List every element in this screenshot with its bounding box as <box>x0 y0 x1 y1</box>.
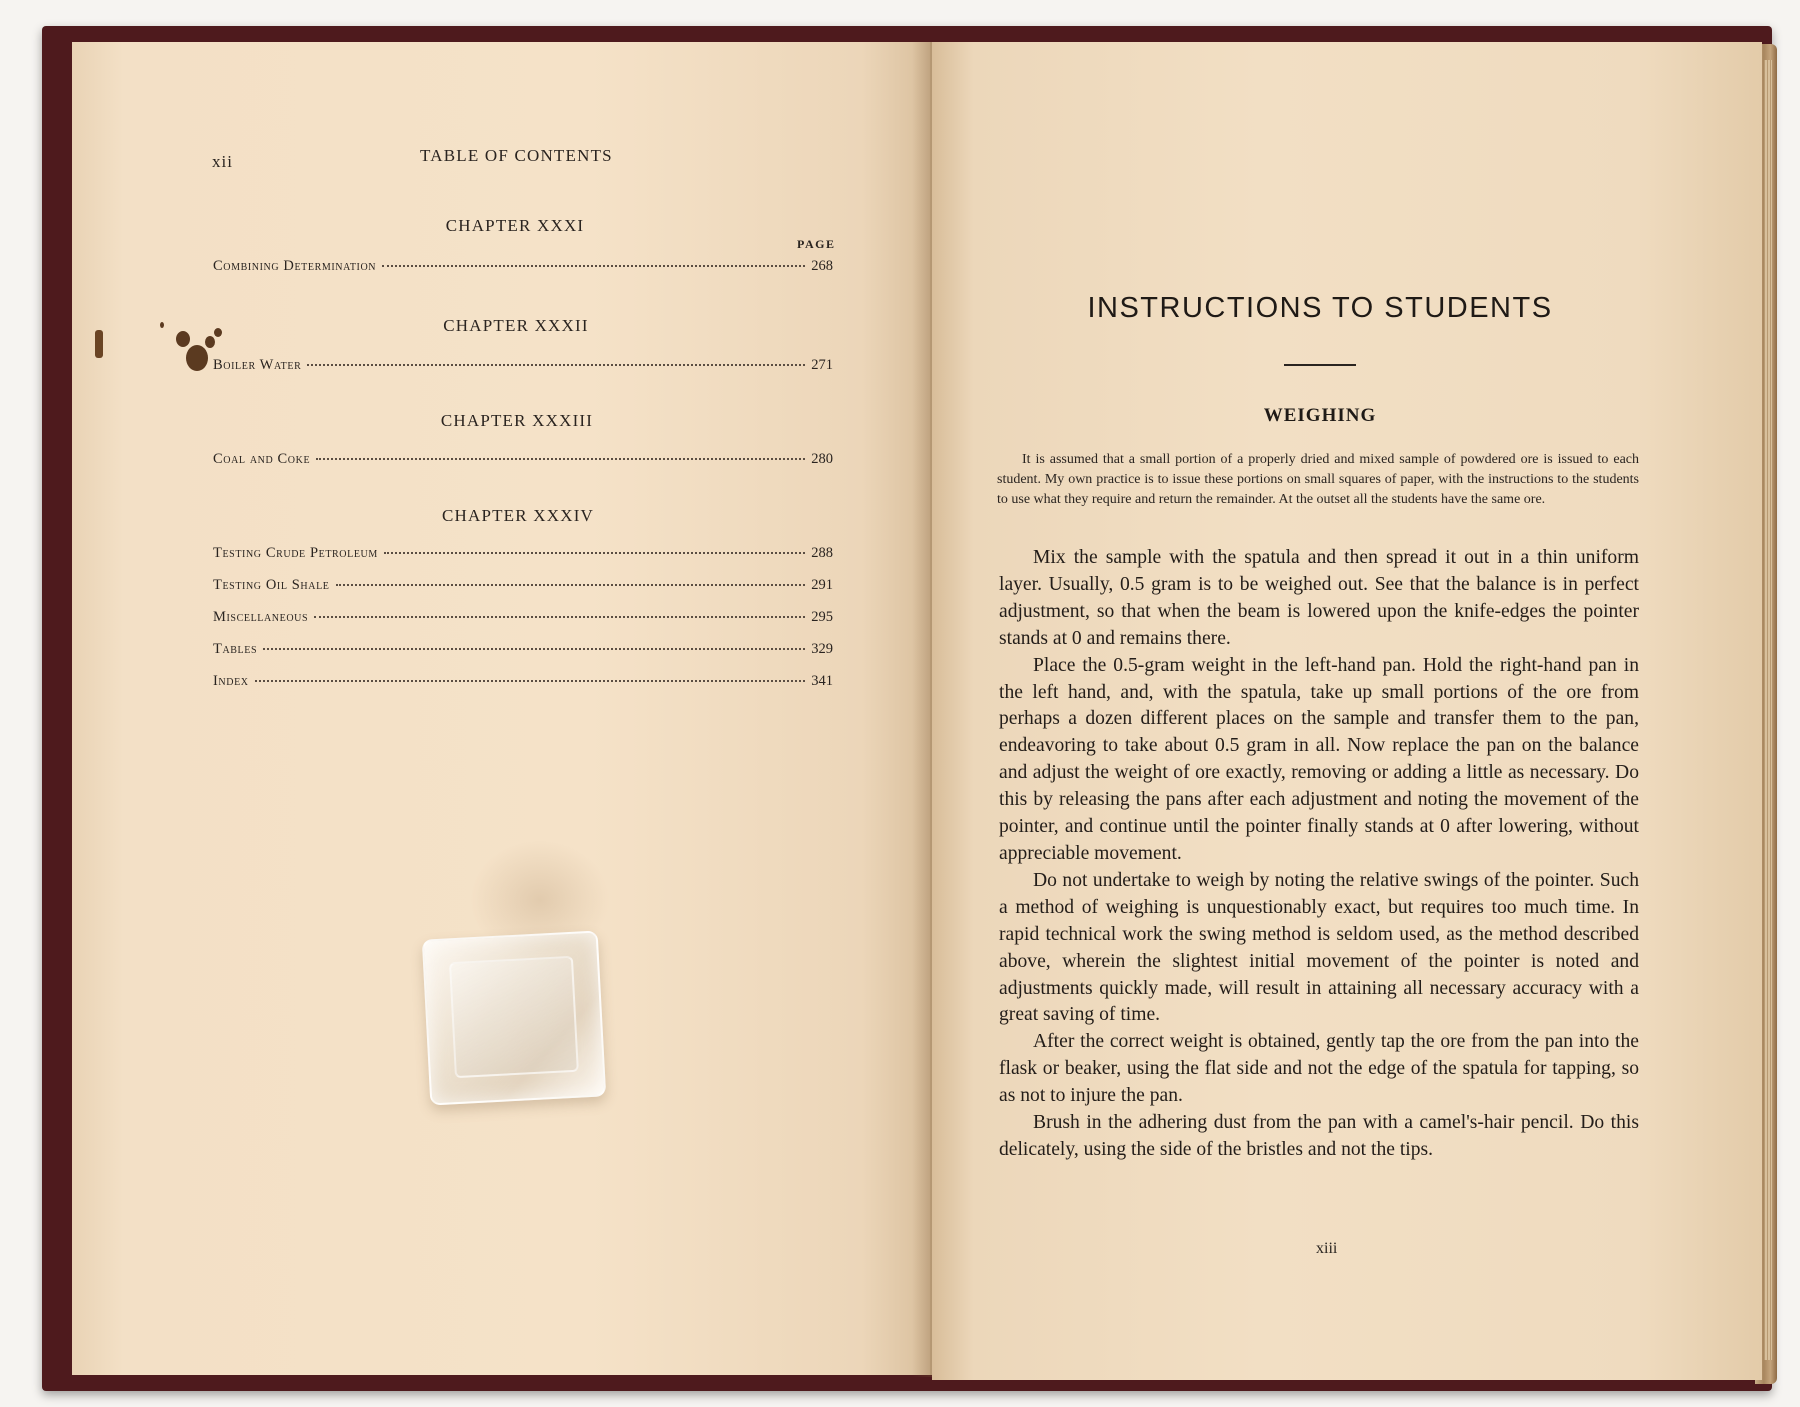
chapter-heading: CHAPTER XXXIV <box>441 506 595 525</box>
chapter-heading: CHAPTER XXXI <box>445 216 585 235</box>
page-edges <box>1764 60 1772 1360</box>
toc-entry-title: Miscellaneous <box>213 609 309 625</box>
toc-entry[interactable] <box>213 545 833 565</box>
chapter-heading: CHAPTER XXXIII <box>440 411 594 430</box>
toc-entry-title: Index <box>213 673 249 689</box>
toc-entry-title: Testing Oil Shale <box>213 577 330 593</box>
leader-dots <box>314 616 805 618</box>
section-heading: WEIGHING <box>1263 405 1377 426</box>
paragraph: Do not undertake to weigh by noting the relative swings of the pointer. Such a method of weighing is unquestionably exact, but requires too much time. In rapid technical work the swing method is seldom used, as the method described above, wherein the slightest initial movement of the pointer is noted and adjustments quickly made, will result in attaining all necessary accuracy with a great saving of time. <box>999 869 1639 1026</box>
paragraph: Brush in the adhering dust from the pan with a camel's-hair pencil. Do this delicately, using the side of the bristles and not the tips. <box>999 1112 1639 1160</box>
glass-facet <box>449 956 579 1078</box>
paragraph: Place the 0.5-gram weight in the left-hand pan. Hold the right-hand pan in the left hand, and, with the spatula, take up small portions of the ore from perhaps a dozen different places on the sample and transfer them to the pan, endeavoring to take about 0.5 gram in all. Now replace the pan on the balance and adjust the weight of ore exactly, removing or adding a little as necessary. Do this by releasing the pans after each adjustment and noting the movement of the pointer, and continue until the pointer finally stands at 0 after lowering, without appreciable movement. <box>999 654 1639 864</box>
toc-entry[interactable] <box>213 451 833 471</box>
ink-stain <box>205 336 215 348</box>
chapter-heading: CHAPTER XXXII <box>443 316 589 335</box>
page-column-label: PAGE <box>797 237 836 251</box>
leader-dots <box>384 552 805 554</box>
toc-entry-page: 291 <box>811 577 833 593</box>
toc-entry[interactable] <box>213 609 833 629</box>
leader-dots <box>382 265 805 267</box>
toc-entry-page: 329 <box>811 641 833 657</box>
leader-dots <box>263 648 805 650</box>
toc-entry-page: 295 <box>811 609 833 625</box>
ink-stain <box>186 345 208 371</box>
toc-entry-title: Tables <box>213 641 258 657</box>
paragraph: After the correct weight is obtained, gently tap the ore from the pan into the flask or beaker, using the flat side and not the edge of the spatula for tapping, so as not to injure the pan. <box>999 1031 1639 1107</box>
toc-entry[interactable] <box>213 673 833 693</box>
ink-stain <box>214 328 222 337</box>
paragraph: Mix the sample with the spatula and then spread it out in a thin uniform layer. Usually, 0.5 gram is to be weighed out. See that the balance is in perfect adjustment, so that when the beam is lowered upon the knife-edges the pointer stands at 0 and remains there. <box>999 547 1639 649</box>
glass-paperweight <box>422 931 606 1106</box>
toc-entry-page: 280 <box>811 451 833 467</box>
ink-stain <box>160 322 164 328</box>
ink-stain <box>176 331 190 347</box>
body-text <box>999 545 1639 1164</box>
toc-entry[interactable] <box>213 577 833 597</box>
toc-entry-page: 268 <box>811 258 833 274</box>
right-page-folio: xiii <box>1316 1240 1338 1257</box>
introductory-note: It is assumed that a small portion of a properly dried and mixed sample of powdered ore is issued to each student. My own practice is to issue these portions on small squares of paper, with the instructions to the students to use what they require and return the remainder. At the outset all the students have the same ore. <box>997 452 1639 507</box>
title-rule <box>1284 364 1356 366</box>
toc-entry-title: Boiler Water <box>213 357 302 373</box>
leader-dots <box>255 680 806 682</box>
toc-entry-page: 341 <box>811 673 833 689</box>
leader-dots <box>316 458 805 460</box>
ink-stain <box>95 330 103 358</box>
toc-entry-title: Testing Crude Petroleum <box>213 545 378 561</box>
toc-entry-title: Combining Determination <box>213 258 377 274</box>
toc-entry-title: Coal and Coke <box>213 451 311 467</box>
running-head: TABLE OF CONTENTS <box>420 146 613 165</box>
toc-entry-page: 288 <box>811 545 833 561</box>
left-page-folio: xii <box>212 152 233 171</box>
toc-entry[interactable] <box>213 641 833 661</box>
page-title: INSTRUCTIONS TO STUDENTS <box>1087 292 1553 324</box>
toc-entry[interactable] <box>213 258 833 278</box>
leader-dots <box>307 364 805 366</box>
leader-dots <box>336 584 806 586</box>
toc-entry-page: 271 <box>811 357 833 373</box>
toc-entry[interactable] <box>213 357 833 377</box>
